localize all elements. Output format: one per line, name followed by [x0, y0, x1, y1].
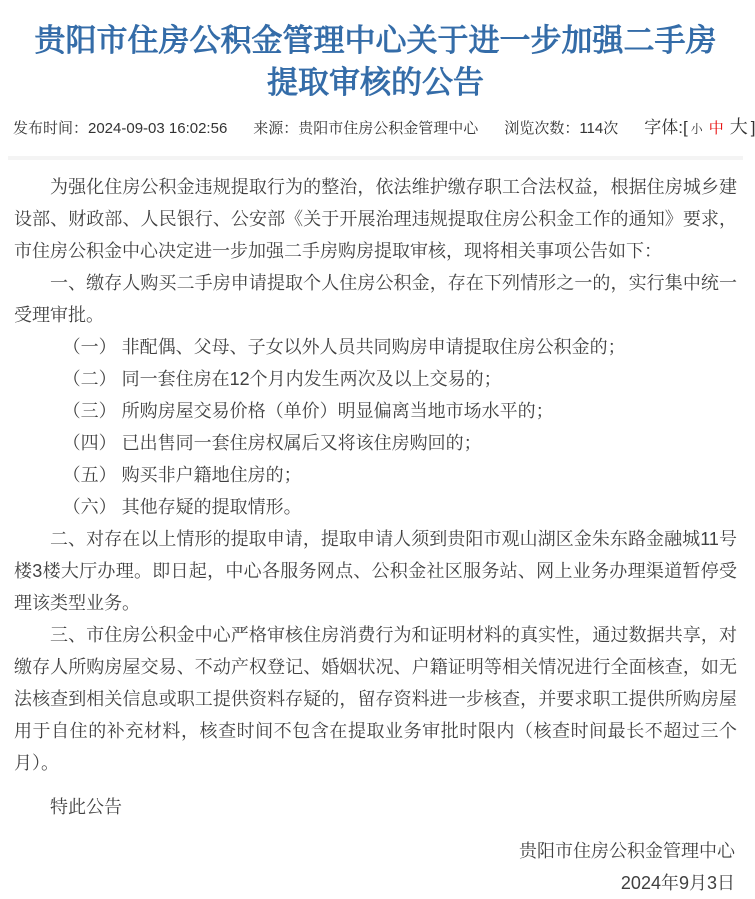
- section-three-paragraph: 三、市住房公积金中心严格审核住房消费行为和证明材料的真实性，通过数据共享，对缴存人所购房屋交易、不动产权登记、婚姻状况、户籍证明等相关情况进行全面核查，如无法核查到相关信息或职工提供资料存疑的，留存资料进一步核查，并要求职工提供所购房屋用于自住的补充材料，核查时间不包含在提取业务审批时限内（核查时间最长不超过三个月）。: [14, 625, 737, 773]
- font-switch-label: 字体:[: [644, 118, 688, 137]
- font-switch-bracket-close: ]: [750, 118, 755, 137]
- announcement-page: [0, 20, 755, 894]
- announcement-item-3: （三） 所购房屋交易价格（单价）明显偏离当地市场水平的；: [62, 401, 554, 421]
- announcement-item-5: （五） 购买非户籍地住房的；: [62, 465, 302, 485]
- issue-date: 2024年9月3日: [620, 873, 735, 893]
- announcement-item-1: （一） 非配偶、父母、子女以外人员共同购房申请提取住房公积金的；: [62, 337, 626, 357]
- page-title: 贵阳市住房公积金管理中心关于进一步加强二手房提取审核的公告: [34, 23, 717, 100]
- meta-bar: [0, 116, 755, 140]
- font-size-small-button[interactable]: 小: [690, 122, 703, 136]
- section-two-paragraph: 二、对存在以上情形的提取申请，提取申请人须到贵阳市观山湖区金朱东路金融城11号楼3楼大厅办理。即日起，中心各服务网点、公积金社区服务站、网上业务办理渠道暂停受理该类型业务。: [14, 529, 737, 613]
- font-size-medium-button[interactable]: 中: [708, 120, 724, 137]
- closing-statement: 特此公告: [50, 797, 122, 817]
- section-one-paragraph: 一、缴存人购买二手房申请提取个人住房公积金，存在下列情形之一的，实行集中统一受理审批。: [14, 273, 737, 325]
- publish-time: 发布时间：2024-09-03 16:02:56: [13, 120, 228, 137]
- view-count: 浏览次数：114次: [504, 120, 619, 137]
- announcement-item-4: （四） 已出售同一套住房权属后又将该住房购回的；: [62, 433, 482, 453]
- announcement-item-6: （六） 其他存疑的提取情形。: [62, 497, 302, 517]
- font-size-switcher: [644, 117, 755, 137]
- signature-block: [0, 835, 751, 899]
- announcement-item-2: （二） 同一套住房在12个月内发生两次及以上交易的；: [62, 369, 502, 389]
- article-body: [0, 160, 751, 823]
- issuing-authority: 贵阳市住房公积金管理中心: [519, 841, 735, 861]
- font-size-large-button[interactable]: 大: [729, 117, 748, 137]
- source: 来源：贵阳市住房公积金管理中心: [253, 120, 479, 137]
- intro-paragraph: 为强化住房公积金违规提取行为的整治，依法维护缴存职工合法权益，根据住房城乡建设部、财政部、人民银行、公安部《关于开展治理违规提取住房公积金工作的通知》要求，市住房公积金中心决定进一步加强二手房购房提取审核，现将相关事项公告如下：: [14, 177, 737, 261]
